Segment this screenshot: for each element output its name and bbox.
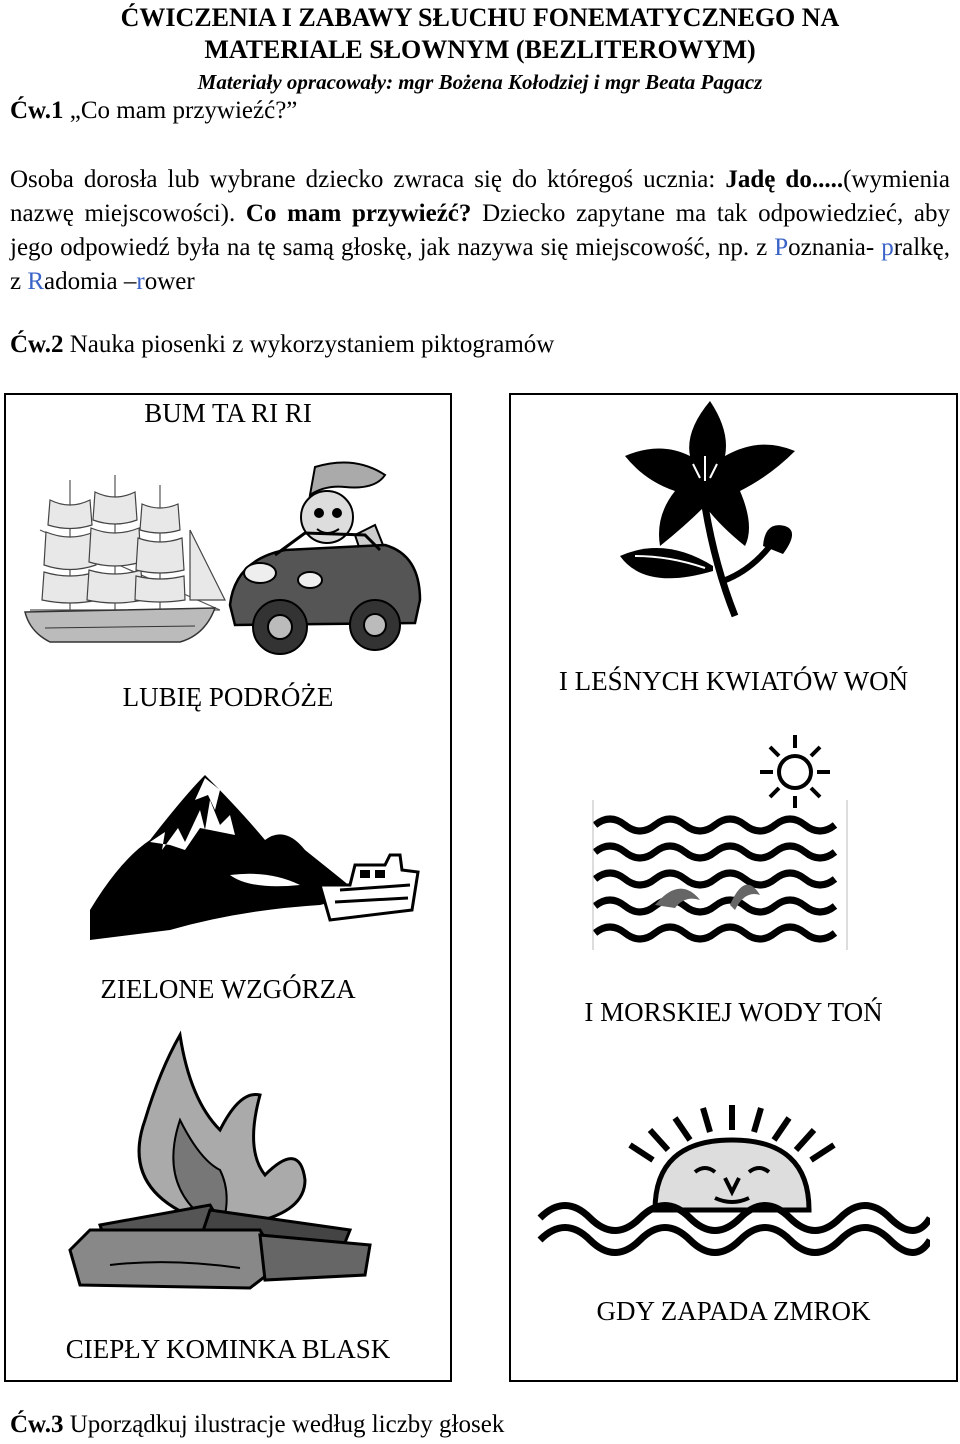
sunset-icon (535, 1100, 930, 1260)
description-bold: Co mam przywieźć? (245, 200, 472, 227)
campfire-icon (50, 1030, 380, 1300)
authors-line: Materiały opracowały: mgr Bożena Kołodziej i mgr Beata Pagacz (197, 70, 763, 94)
description-bold: Jadę do..... (725, 166, 844, 193)
sea-waves-sun-icon (585, 730, 853, 955)
page-title-line-2: MATERIALE SŁOWNYM (BEZLITEROWYM) (204, 35, 756, 64)
highlight-letter: P (774, 234, 789, 261)
exercise-1-label: Ćw.1 (10, 97, 64, 124)
caption-zapada-zmrok: GDY ZAPADA ZMROK (596, 1296, 871, 1326)
description-text: oznania- (788, 234, 882, 261)
exercise-1-heading (10, 96, 297, 126)
description-text: (wymienia nazwę miejscowości). (10, 166, 951, 227)
description-text: Osoba dorosła lub wybrane dziecko zwraca się do któregoś ucznia: (10, 166, 726, 193)
caption-lesnych-kwiatow: I LEŚNYCH KWIATÓW WOŃ (558, 666, 909, 696)
highlight-letter: r (136, 268, 145, 295)
description-text: ower (144, 268, 195, 295)
mountains-ship-icon (90, 770, 425, 940)
exercise-1-description (10, 163, 950, 299)
exercise-3-label: Ćw.3 (10, 1411, 64, 1438)
sailing-ship-icon (20, 470, 230, 660)
flower-icon (605, 396, 815, 621)
caption-morskiej-wody: I MORSKIEJ WODY TOŃ (584, 997, 883, 1027)
caption-lubie-podroze: LUBIĘ PODRÓŻE (122, 682, 334, 712)
highlight-letter: R (27, 268, 45, 295)
caption-zielone-wzgorza: ZIELONE WZGÓRZA (100, 974, 356, 1004)
description-text: ralkę, z (10, 234, 950, 295)
exercise-2-heading (10, 330, 554, 360)
exercise-3-heading (10, 1410, 504, 1440)
caption-kominka-blask: CIEPŁY KOMINKA BLASK (65, 1334, 391, 1364)
caption-bum-ta-ri-ri: BUM TA RI RI (144, 398, 312, 428)
exercise-2-label: Ćw.2 (10, 331, 64, 358)
description-text: adomia – (44, 268, 137, 295)
exercise-2-title: Nauka piosenki z wykorzystaniem piktogramów (63, 331, 555, 358)
page-title-line-1: ĆWICZENIA I ZABAWY SŁUCHU FONEMATYCZNEGO NA (120, 3, 840, 32)
exercise-3-title: Uporządkuj ilustracje według liczby głosek (63, 1411, 505, 1438)
car-driver-icon (215, 455, 425, 665)
description-text: Dziecko zapytane ma tak odpowiedzieć, aby jego odpowiedź była na tę samą głoskę, jak nazywa się miejscowość, np. z (10, 200, 950, 261)
highlight-letter: p (881, 234, 894, 261)
exercise-1-title: „Co mam przywieźć?” (63, 97, 298, 124)
